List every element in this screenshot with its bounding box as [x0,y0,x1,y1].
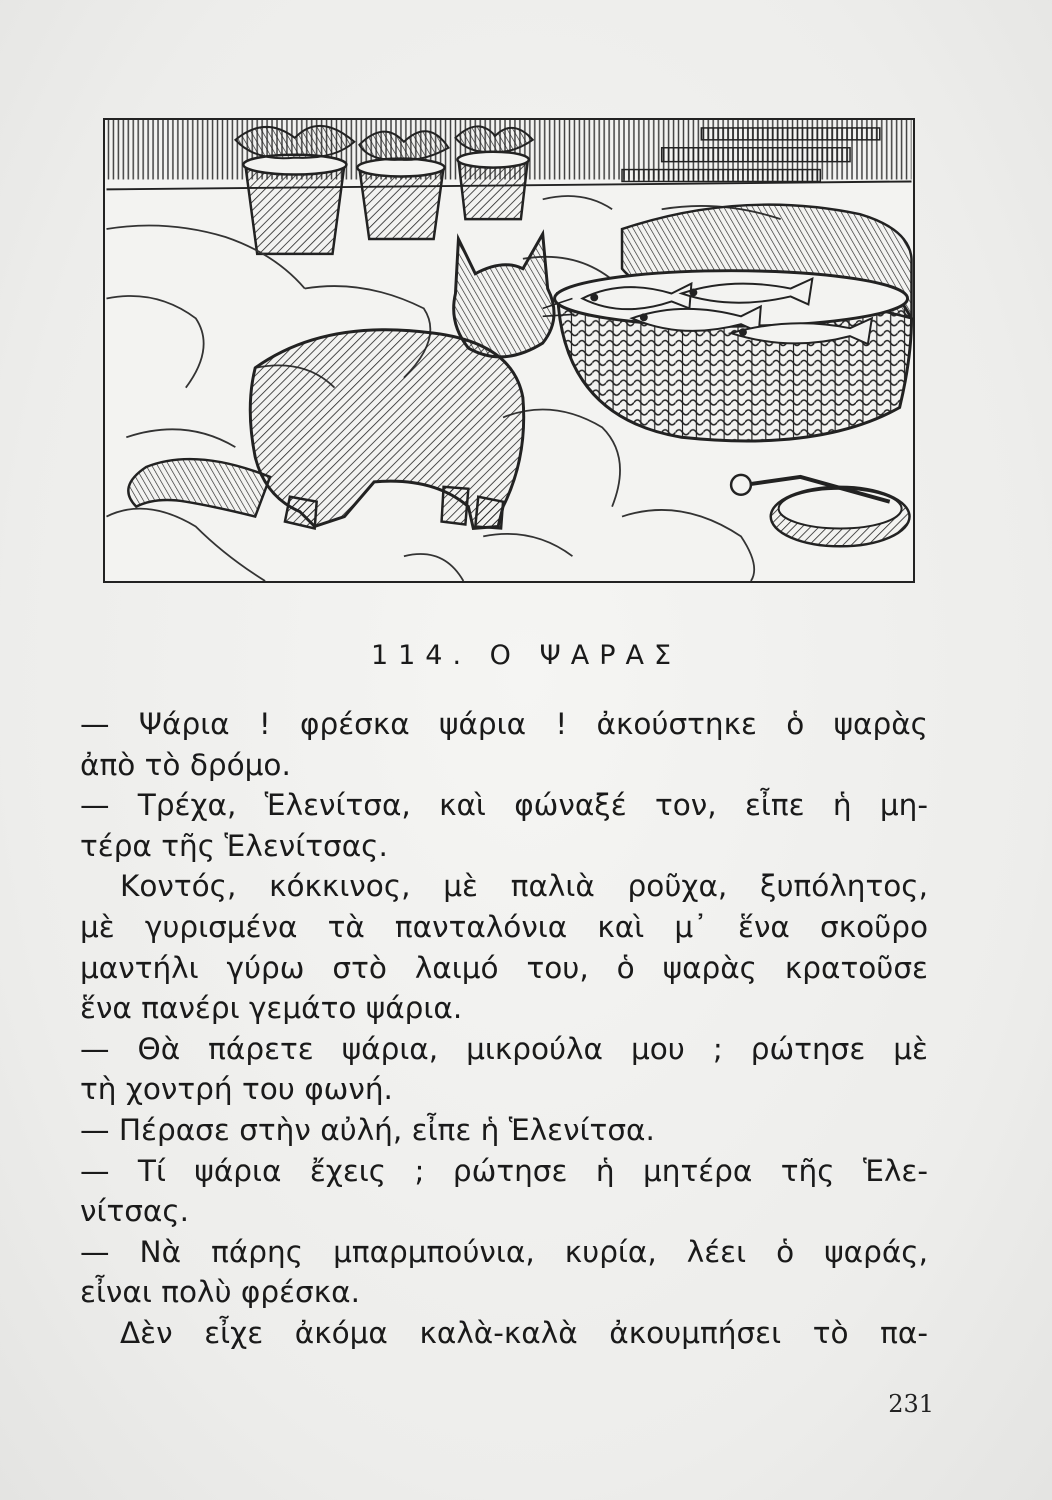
text-line: ἕνα πανέρι γεμάτο ψάρια. [80,991,463,1026]
text-line: τὴ χοντρή του φωνή. [80,1072,393,1107]
text-line: — Πέρασε στὴν αὐλή, εἶπε ἡ Ἑλενίτσα. [80,1112,655,1147]
text-line: — Τρέχα, Ἑλενίτσα, καὶ φώναξέ τον, εἶπε ἡ μη- [80,788,928,823]
text-line: Δὲν εἶχε ἀκόμα καλὰ-καλὰ ἀκουμπήσει τὸ πα- [120,1315,928,1350]
cat [128,234,574,528]
text-line: — Θὰ πάρετε ψάρια, μικρούλα μου ; ρώτησε μὲ [80,1031,928,1066]
chapter-title: 114. Ο ΨΑΡΑΣ [370,640,682,671]
text-line: Κοντός, κόκκινος, μὲ παλιὰ ροῦχα, ξυπόλητος, [120,869,928,904]
text-line: νίτσας. [80,1194,190,1229]
text-line: μαντήλι γύρω στὸ λαιμό του, ὁ ψαρὰς κρατοῦσε [80,950,928,985]
scale-pan [731,475,909,546]
text-line: — Νὰ πάρης μπαρμπούνια, κυρία, λέει ὁ ψαράς, [80,1234,928,1269]
illustration-drawing [105,120,913,581]
text-line: μὲ γυρισμένα τὰ πανταλόνια καὶ μ᾿ ἕνα σκοῦρο [80,909,928,944]
text-line: τέρα τῆς Ἑλενίτσας. [80,828,388,863]
story-text [80,704,928,1354]
flower-pots [235,126,532,254]
text-line: εἶναι πολὺ φρέσκα. [80,1275,360,1310]
text-line: — Τί ψάρια ἔχεις ; ρώτησε ἡ μητέρα τῆς Ἑλε- [80,1153,928,1188]
text-line: ἀπὸ τὸ δρόμο. [80,747,291,782]
fish-basket [555,205,912,441]
illustration-cat-and-fish [103,118,915,583]
text-line: — Ψάρια ! φρέσκα ψάρια ! ἀκούστηκε ὁ ψαρὰς [80,707,928,741]
page-number: 231 [888,1390,934,1418]
